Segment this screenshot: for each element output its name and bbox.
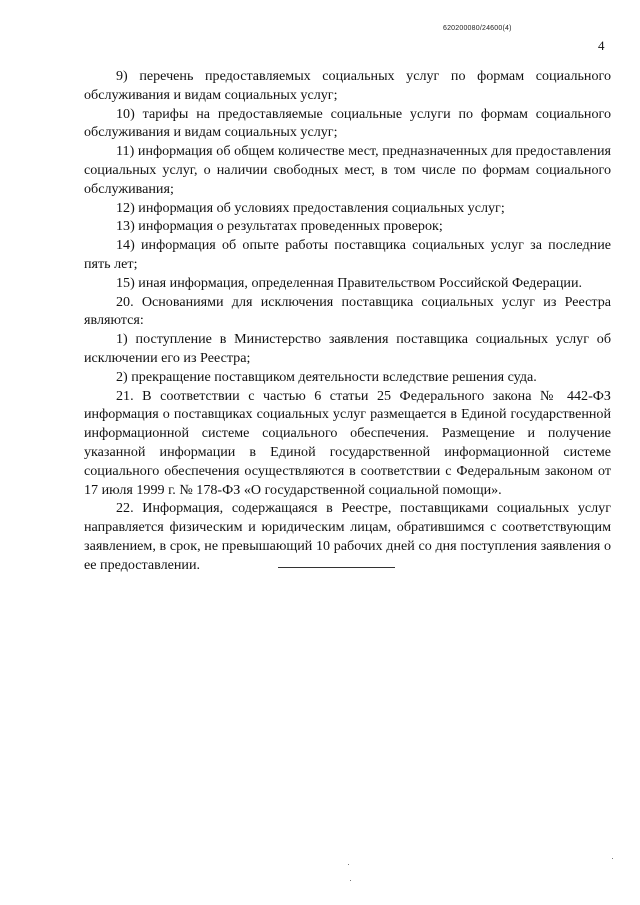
end-divider-line [278, 567, 395, 568]
document-body [84, 67, 611, 575]
paragraph-item-12: 12) информация об условиях предоставления социальных услуг; [116, 199, 505, 216]
page-number: 4 [598, 38, 605, 53]
paragraph-clause-21: 21. В соответствии с частью 6 статьи 25 Федерального закона № 442-ФЗ информация о поставщиках социальных услуг размещается в Единой государственной информационной системе социального обеспечения. Размещение и получение указанной информации в Единой государственной информационной системе социального обеспечения осуществляются в соответствии с Федеральным законом от 17 июля 1999 г. № 178-ФЗ «О государственной социальной помощи». [84, 387, 611, 498]
paragraph-item-11: 11) информация об общем количестве мест, предназначенных для предоставления социальных услуг, о наличии свободных мест, в том числе по формам социального обслуживания; [84, 143, 611, 197]
document-code: 620200080/24600(4) [443, 25, 512, 32]
paragraph-item-15: 15) иная информация, определенная Правительством Российской Федерации. [116, 274, 583, 291]
scan-speck [348, 864, 349, 865]
paragraph-item-10: 10) тарифы на предоставляемые социальные услуги по формам социального обслуживания и видам социальных услуг; [84, 105, 611, 141]
paragraph-clause-20-item-1: 1) поступление в Министерство заявления поставщика социальных услуг об исключении его из Реестра; [84, 331, 611, 366]
paragraph-clause-20-item-2: 2) прекращение поставщиком деятельности вследствие решения суда. [116, 368, 537, 385]
scan-speck [612, 858, 613, 859]
paragraph-clause-20: 20. Основаниями для исключения поставщика социальных услуг из Реестра являются: [84, 293, 611, 329]
scan-speck [350, 880, 351, 881]
paragraph-item-9: 9) перечень предоставляемых социальных услуг по формам социального обслуживания и видам социальных услуг; [84, 68, 611, 103]
paragraph-item-14: 14) информация об опыте работы поставщика социальных услуг за последние пять лет; [84, 237, 611, 272]
paragraph-item-13: 13) информация о результатах проведенных проверок; [116, 218, 443, 235]
paragraph-clause-22: 22. Информация, содержащаяся в Реестре, поставщиками социальных услуг направляется физическим и юридическим лицам, обратившимся с соответствующим заявлением, в срок, не превышающий 10 рабочих дней со дня поступления заявления о ее предоставлении. [84, 500, 611, 573]
